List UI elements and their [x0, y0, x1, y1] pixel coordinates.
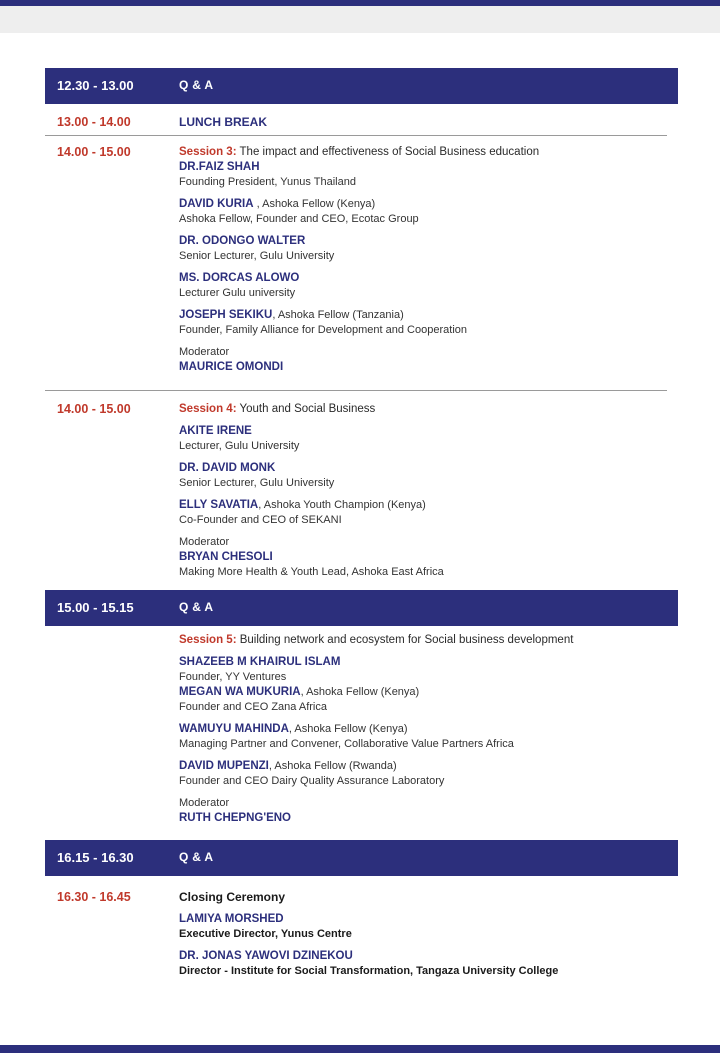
speaker-name: ELLY SAVATIA: [179, 499, 259, 511]
moderator-label: Moderator: [179, 797, 230, 809]
session-number: Session 5:: [179, 634, 237, 646]
speaker-role: Senior Lecturer, Gulu University: [179, 250, 335, 262]
session-content: [179, 633, 674, 826]
session-title: [179, 402, 674, 417]
speaker-role: Lecturer, Gulu University: [179, 440, 300, 452]
bottom-border: [0, 1045, 720, 1053]
qa-time: 15.00 - 15.15: [57, 600, 134, 615]
speaker-name: WAMUYU MAHINDA: [179, 723, 289, 735]
speaker-name: JOSEPH SEKIKU: [179, 309, 273, 321]
qa-time: 12.30 - 13.00: [57, 78, 134, 93]
speaker-role: Founder, Family Alliance for Development and Cooperation: [179, 324, 467, 336]
speaker-name: DAVID MUPENZI: [179, 760, 269, 772]
session-title: [179, 633, 674, 648]
qa-band-2: [45, 590, 678, 626]
qa-band-3: [45, 840, 678, 876]
speaker-name: DR. ODONGO WALTER: [179, 235, 306, 247]
speaker-name: MEGAN WA MUKURIA: [179, 686, 301, 698]
session-title-text: Youth and Social Business: [236, 403, 376, 415]
speaker-role: Founder, YY Ventures: [179, 671, 287, 683]
speaker-role: Founder and CEO Dairy Quality Assurance Laboratory: [179, 775, 445, 787]
moderator-role: Making More Health & Youth Lead, Ashoka East Africa: [179, 566, 444, 578]
speaker-name: DR.FAIZ SHAH: [179, 161, 260, 173]
lunch-label: LUNCH BREAK: [179, 115, 267, 129]
speaker-affiliation: , Ashoka Fellow (Kenya): [300, 686, 420, 698]
closing-title: Closing Ceremony: [179, 890, 286, 904]
session-title-text: The impact and effectiveness of Social Business education: [236, 146, 540, 158]
session-content: [179, 402, 674, 580]
speaker-affiliation: , Ashoka Youth Champion (Kenya): [258, 499, 426, 511]
speaker-name: AKITE IRENE: [179, 425, 252, 437]
divider: [45, 390, 667, 391]
session-content: [179, 145, 674, 375]
qa-band-1: [45, 68, 678, 104]
qa-time: 16.15 - 16.30: [57, 850, 134, 865]
speaker-role: Co-Founder and CEO of SEKANI: [179, 514, 342, 526]
qa-label: Q & A: [179, 850, 214, 864]
session-number: Session 4:: [179, 403, 237, 415]
speaker-role: Ashoka Fellow, Founder and CEO, Ecotac Group: [179, 213, 419, 225]
speaker-role: Executive Director, Yunus Centre: [179, 928, 352, 940]
speaker-name: LAMIYA MORSHED: [179, 913, 284, 925]
closing-time: 16.30 - 16.45: [57, 890, 131, 904]
speaker-name: DR. JONAS YAWOVI DZINEKOU: [179, 950, 353, 962]
session-title-text: Building network and ecosystem for Social business development: [236, 634, 574, 646]
session-time: 14.00 - 15.00: [57, 402, 131, 416]
speaker-role: Senior Lecturer, Gulu University: [179, 477, 335, 489]
session-number: Session 3:: [179, 146, 237, 158]
speaker-name: DAVID KURIA: [179, 198, 254, 210]
header-band: [0, 6, 720, 33]
session-time: 14.00 - 15.00: [57, 145, 131, 159]
speaker-name: SHAZEEB M KHAIRUL ISLAM: [179, 656, 341, 668]
lunch-time: 13.00 - 14.00: [57, 115, 131, 129]
moderator-label: Moderator: [179, 536, 230, 548]
divider: [45, 135, 667, 136]
speaker-name: DR. DAVID MONK: [179, 462, 276, 474]
moderator-name: RUTH CHEPNG'ENO: [179, 812, 291, 824]
qa-label: Q & A: [179, 600, 214, 614]
moderator-name: BRYAN CHESOLI: [179, 551, 273, 563]
closing-content: [179, 890, 674, 979]
speaker-name: MS. DORCAS ALOWO: [179, 272, 300, 284]
speaker-affiliation: , Ashoka Fellow (Tanzania): [272, 309, 404, 321]
speaker-affiliation: , Ashoka Fellow (Kenya): [253, 198, 376, 210]
moderator-name: MAURICE OMONDI: [179, 361, 284, 373]
moderator-label: Moderator: [179, 346, 230, 358]
speaker-role: Managing Partner and Convener, Collaborative Value Partners Africa: [179, 738, 514, 750]
speaker-role: Director - Institute for Social Transformation, Tangaza University College: [179, 965, 559, 977]
session-title: [179, 145, 674, 160]
qa-label: Q & A: [179, 78, 214, 92]
speaker-affiliation: , Ashoka Fellow (Rwanda): [268, 760, 397, 772]
speaker-role: Lecturer Gulu university: [179, 287, 296, 299]
speaker-affiliation: , Ashoka Fellow (Kenya): [288, 723, 408, 735]
speaker-role: Founding President, Yunus Thailand: [179, 176, 356, 188]
speaker-role: Founder and CEO Zana Africa: [179, 701, 327, 713]
